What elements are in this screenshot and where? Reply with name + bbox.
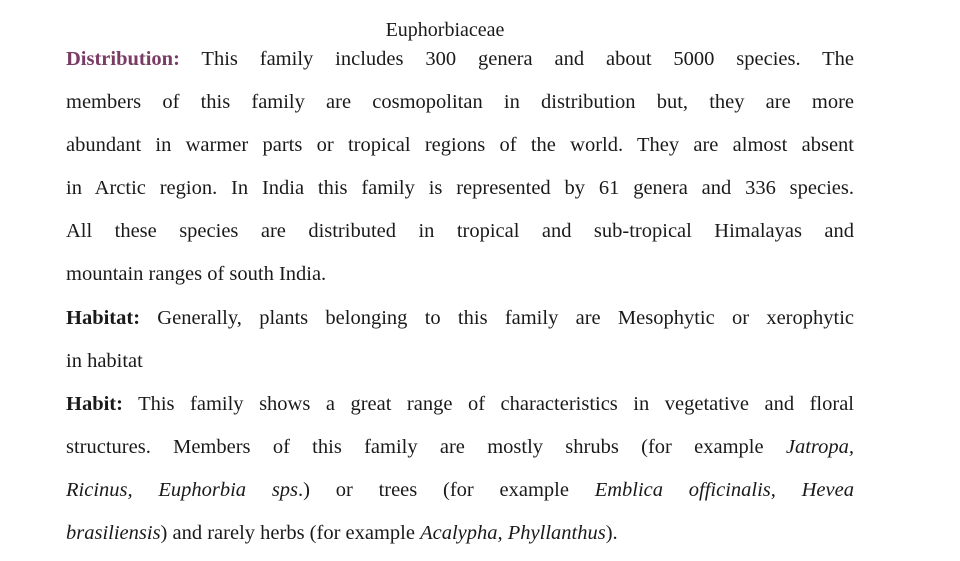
- distribution-line-6: mountain ranges of south India.: [66, 263, 327, 285]
- habitat-line-2: in habitat: [66, 350, 143, 372]
- habit-paragraph: [66, 389, 854, 561]
- species-name: Acalypha, Phyllanthus: [420, 522, 606, 544]
- distribution-line-1: Distribution: This family includes 300 genera and about 5000 species. The: [66, 48, 854, 70]
- habit-line-3: Ricinus, Euphorbia sps.) or trees (for example Emblica officinalis, Hevea: [66, 479, 854, 501]
- page-title: Euphorbiaceae: [385, 19, 505, 41]
- habitat-line-1: Habitat: Generally, plants belonging to this family are Mesophytic or xerophytic: [66, 307, 854, 329]
- species-name: Emblica officinalis, Hevea: [594, 479, 854, 501]
- species-name: Ricinus, Euphorbia sps: [66, 479, 299, 501]
- habit-line-2: structures. Members of this family are mostly shrubs (for example Jatropa,: [66, 436, 854, 458]
- habit-line-1: Habit: This family shows a great range of characteristics in vegetative and floral: [66, 393, 854, 415]
- habit-label: Habit:: [66, 393, 123, 415]
- habitat-label: Habitat:: [66, 307, 141, 329]
- species-name: Jatropa,: [785, 436, 854, 458]
- habit-line-4: brasiliensis) and rarely herbs (for example Acalypha, Phyllanthus).: [66, 522, 618, 544]
- distribution-paragraph: [66, 44, 854, 302]
- distribution-line-5: All these species are distributed in tropical and sub-tropical Himalayas and: [66, 220, 854, 242]
- habitat-paragraph: [66, 303, 854, 389]
- distribution-line-3: abundant in warmer parts or tropical regions of the world. They are almost absent: [66, 134, 854, 156]
- distribution-line-4: in Arctic region. In India this family is represented by 61 genera and 336 species.: [66, 177, 854, 199]
- distribution-line-2: members of this family are cosmopolitan in distribution but, they are more: [66, 91, 854, 113]
- species-name: brasiliensis: [66, 522, 161, 544]
- distribution-label: Distribution:: [66, 48, 180, 70]
